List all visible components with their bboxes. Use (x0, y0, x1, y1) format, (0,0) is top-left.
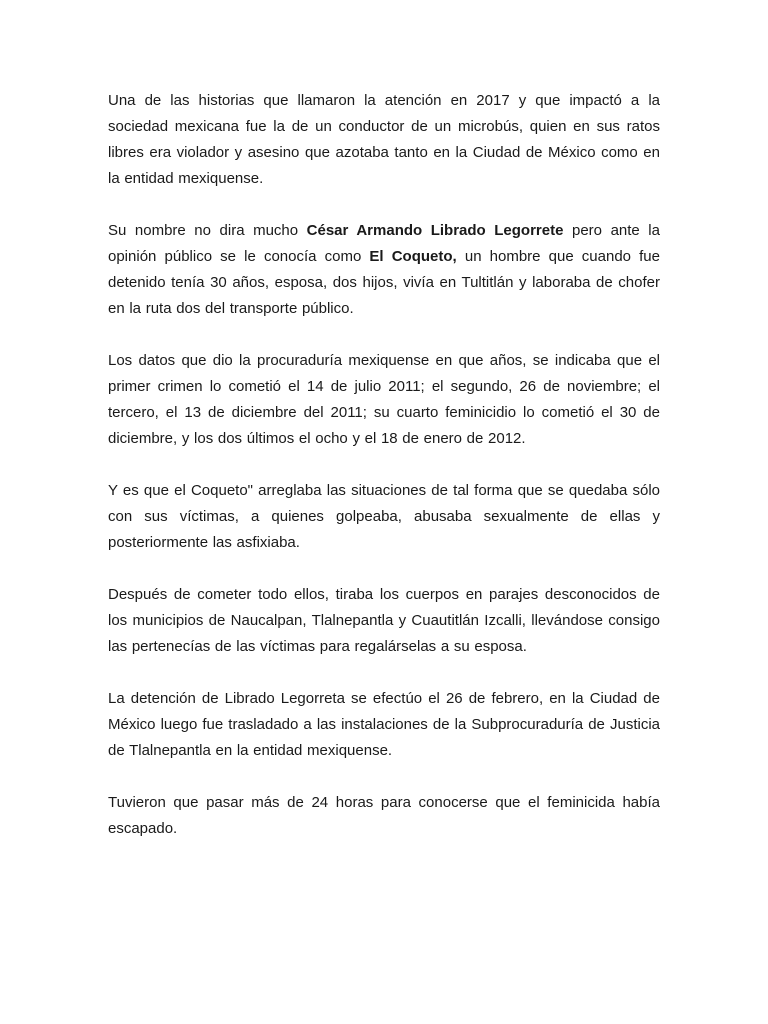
paragraph-4: Y es que el Coqueto" arreglaba las situaciones de tal forma que se quedaba sólo con sus víctimas, a quienes golpeaba, abusaba sexualmente de ellas y posteriormente las asfixiaba. (108, 482, 660, 551)
paragraph-5: Después de cometer todo ellos, tiraba los cuerpos en parajes desconocidos de los municipios de Naucalpan, Tlalnepantla y Cuautitlán Izcalli, llevándose consigo las pertenecías de las víctimas para regalárselas a su esposa. (108, 586, 660, 655)
paragraph-2 (108, 218, 660, 322)
paragraph-2-text-c: un hombre que cuando fue detenido tenía 30 años, esposa, dos hijos, vivía en Tultitlán y laboraba de chofer en la ruta dos del transporte público. (108, 248, 660, 317)
name-bold: César Armando Librado Legorrete (306, 222, 564, 239)
paragraph-2-text-b: pero ante la opinión público se le conocía como (108, 222, 660, 265)
paragraph-1: Una de las historias que llamaron la atención en 2017 y que impactó a la sociedad mexicana fue la de un conductor de un microbús, quien en sus ratos libres era violador y asesino que azotaba tanto en la Ciudad de México como en la entidad mexiquense. (108, 92, 660, 187)
paragraph-6: La detención de Librado Legorreta se efectúo el 26 de febrero, en la Ciudad de México luego fue trasladado a las instalaciones de la Subprocuraduría de Justicia de Tlalnepantla en la entidad mexiquense. (108, 690, 660, 759)
paragraph-2-text-a: Su nombre no dira mucho (108, 222, 307, 239)
nickname-bold: El Coqueto, (369, 248, 457, 265)
paragraph-7: Tuvieron que pasar más de 24 horas para conocerse que el feminicida había escapado. (108, 794, 660, 837)
paragraph-3: Los datos que dio la procuraduría mexiquense en que años, se indicaba que el primer crimen lo cometió el 14 de julio 2011; el segundo, 26 de noviembre; el tercero, el 13 de diciembre del 2011; su cuarto feminicidio lo cometió el 30 de diciembre, y los dos últimos el ocho y el 18 de enero de 2012. (108, 352, 660, 447)
